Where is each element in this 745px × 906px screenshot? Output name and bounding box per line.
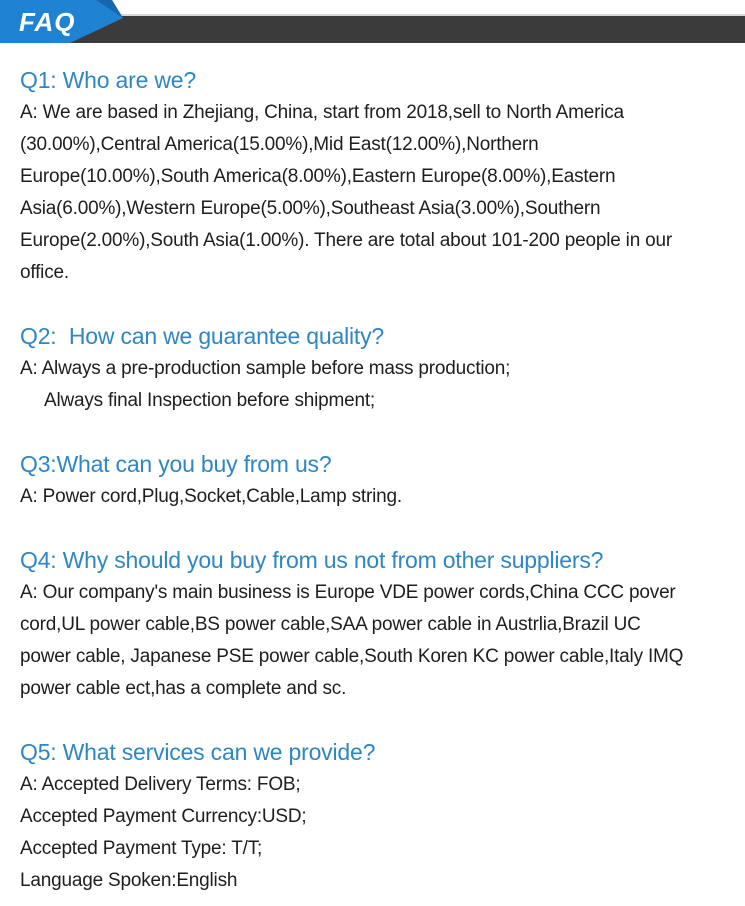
answer-line: (30.00%),Central America(15.00%),Mid East(12.00%),Northern — [20, 134, 539, 155]
question-heading: Q2: How can we guarantee quality? — [20, 323, 384, 349]
question-heading: Q3:What can you buy from us? — [20, 451, 332, 477]
section-header — [0, 0, 745, 43]
answer-line: Always final Inspection before shipment; — [44, 390, 376, 411]
answer-line: A: Our company's main business is Europe VDE power cords,China CCC pover — [20, 582, 676, 603]
answer-line: power cable, Japanese PSE power cable,South Koren KC power cable,Italy IMQ — [20, 646, 684, 667]
answer-line: A: We are based in Zhejiang, China, start from 2018,sell to North America — [20, 102, 624, 123]
faq-section-q1 — [20, 66, 727, 289]
answer-line: Europe(10.00%),South America(8.00%),Eastern Europe(8.00%),Eastern — [20, 166, 616, 187]
answer-line: office. — [20, 262, 69, 283]
question-heading: Q1: Who are we? — [20, 67, 196, 93]
faq-content — [0, 43, 745, 897]
answer-line: Accepted Payment Currency:USD; — [20, 806, 307, 827]
answer-line: A: Accepted Delivery Terms: FOB; — [20, 774, 301, 795]
faq-section-q5 — [20, 738, 727, 897]
answer-line: Europe(2.00%),South Asia(1.00%). There are total about 101-200 people in our — [20, 230, 672, 251]
answer-line: Asia(6.00%),Western Europe(5.00%),Southeast Asia(3.00%),Southern — [20, 198, 601, 219]
answer-line: A: Power cord,Plug,Socket,Cable,Lamp string. — [20, 486, 402, 507]
section-title: FAQ — [19, 7, 76, 37]
answer-line: Accepted Payment Type: T/T; — [20, 838, 263, 859]
answer-line: A: Always a pre-production sample before mass production; — [20, 358, 511, 379]
faq-section-q3 — [20, 450, 727, 513]
question-heading: Q5: What services can we provide? — [20, 739, 376, 765]
answer-line: cord,UL power cable,BS power cable,SAA power cable in Austrlia,Brazil UC — [20, 614, 641, 635]
question-heading: Q4: Why should you buy from us not from other suppliers? — [20, 547, 604, 573]
answer-line: power cable ect,has a complete and sc. — [20, 678, 347, 699]
answer-line: Language Spoken:English — [20, 870, 238, 891]
faq-section-q2 — [20, 322, 727, 417]
faq-section-q4 — [20, 546, 727, 705]
